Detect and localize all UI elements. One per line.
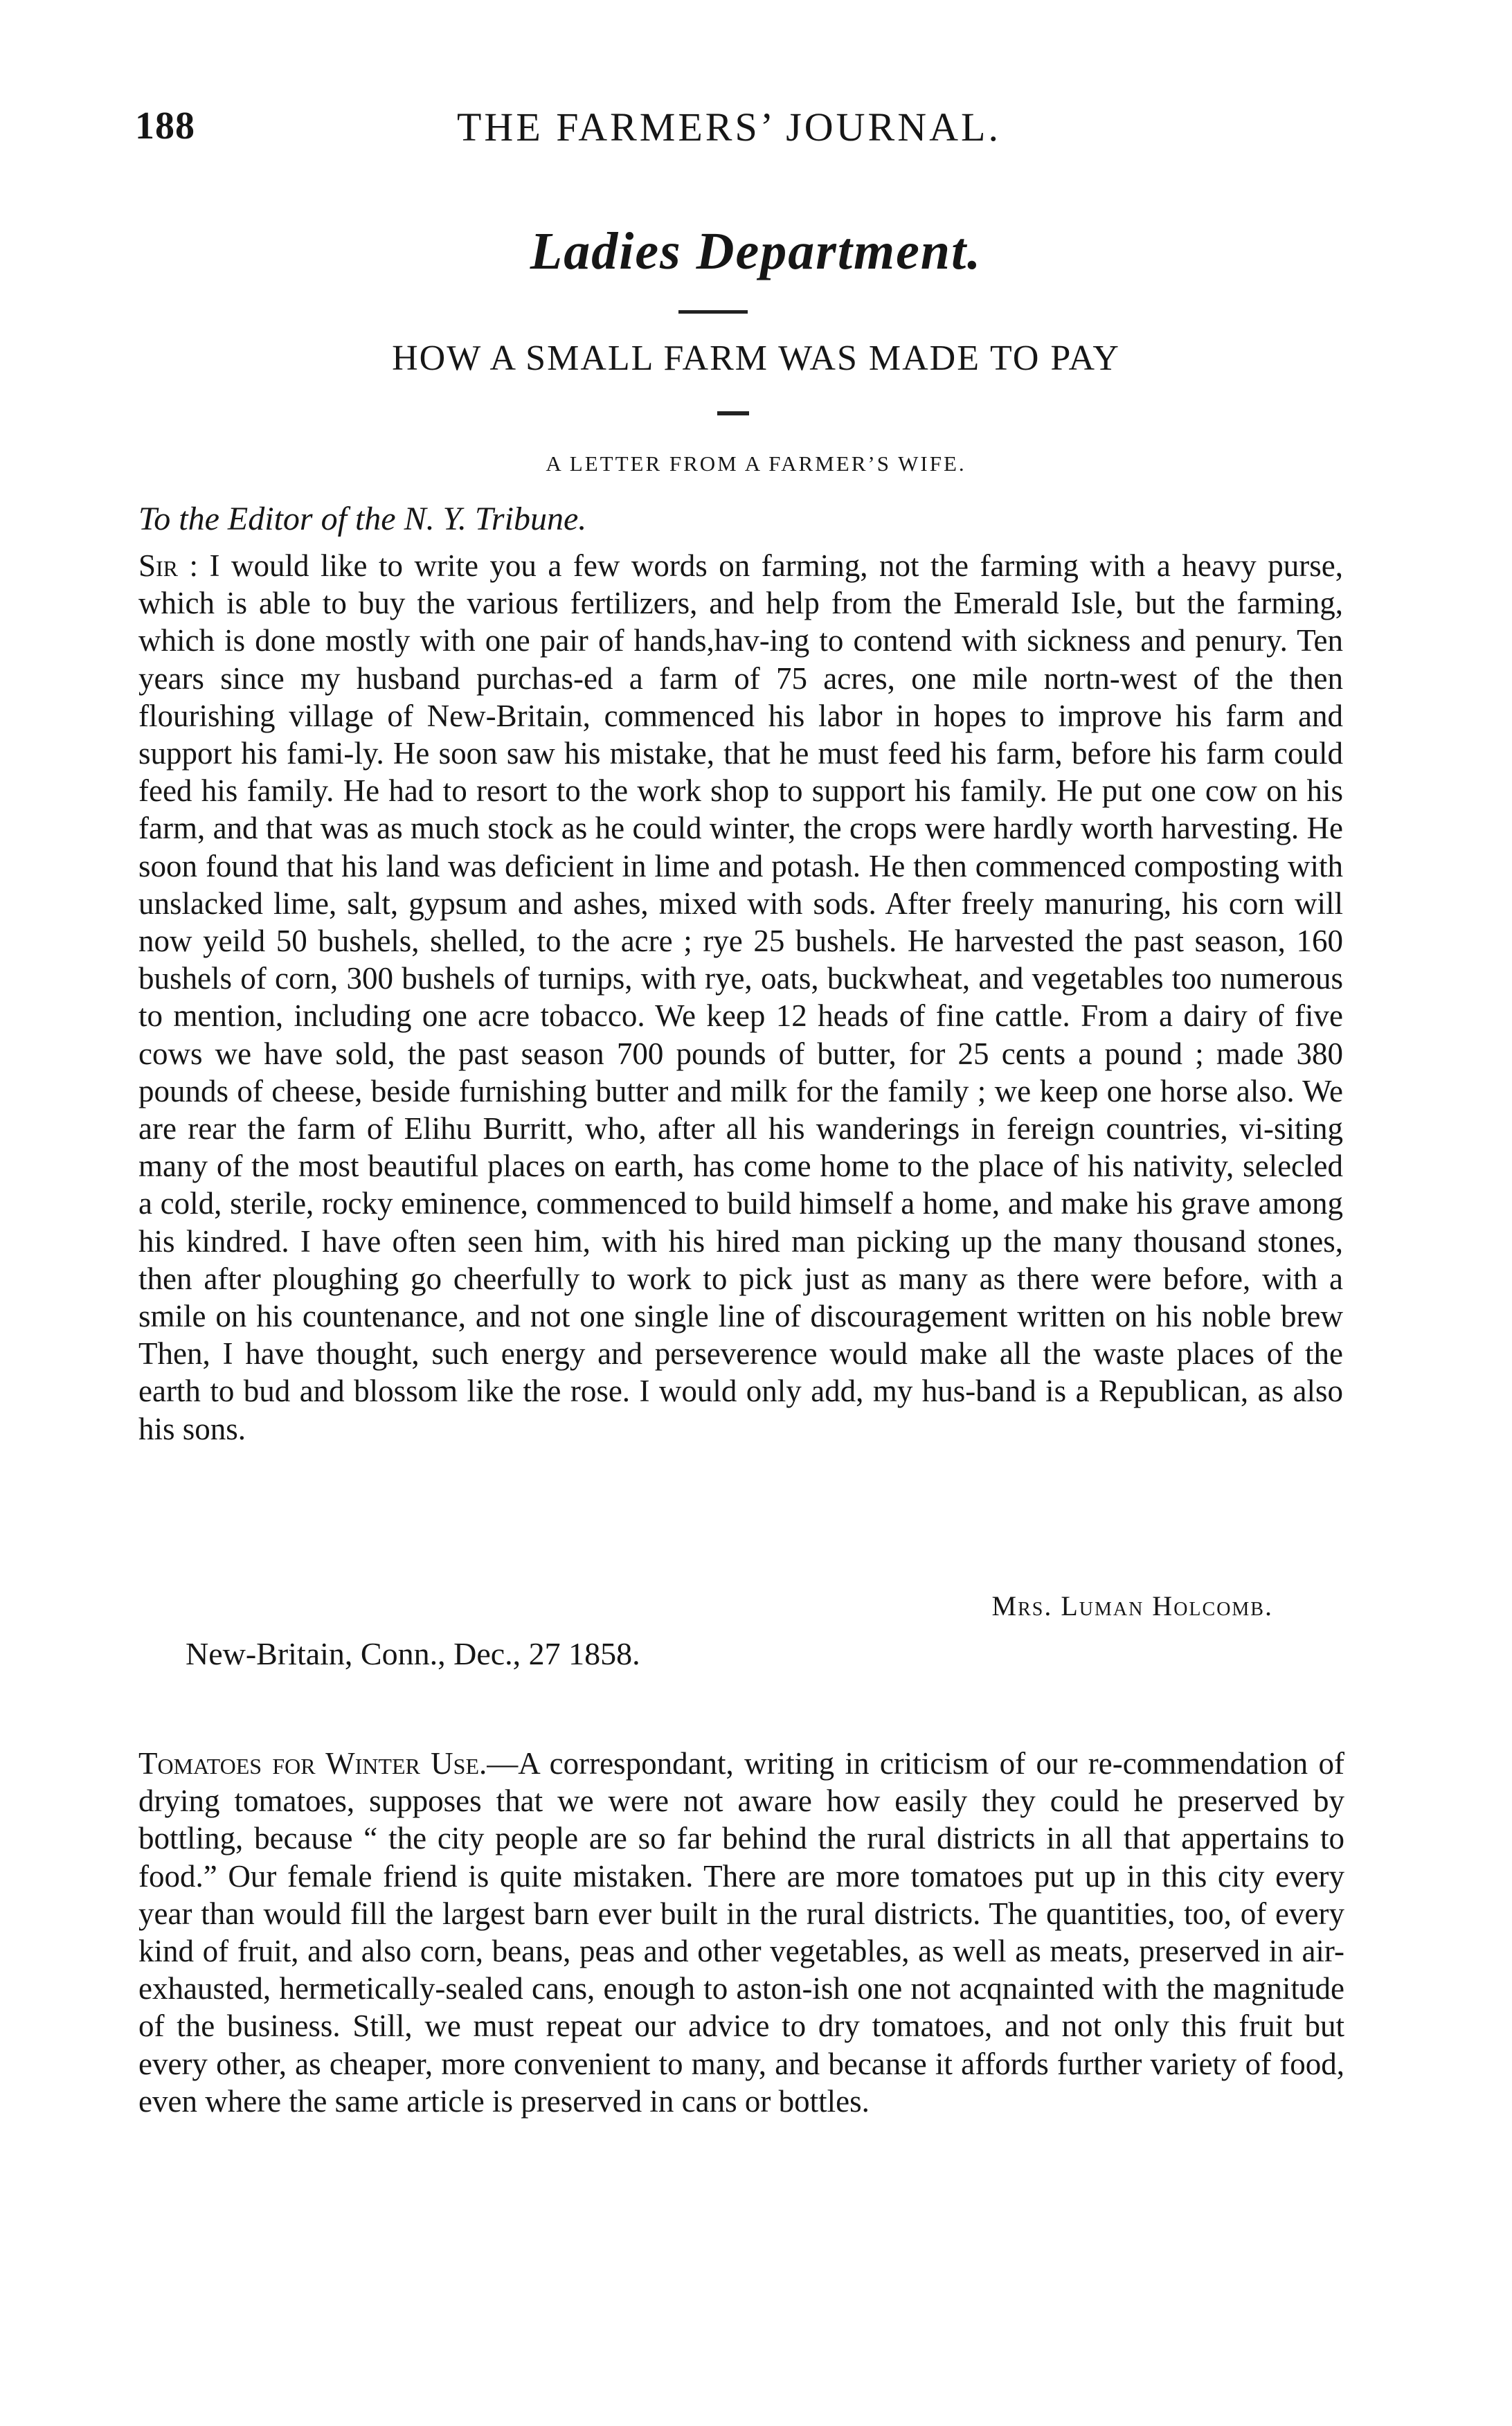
letter-salutation: Sir : xyxy=(138,548,199,583)
page-number: 188 xyxy=(135,105,195,147)
tomatoes-article xyxy=(138,1745,1344,2120)
letter-address: To the Editor of the N. Y. Tribune. xyxy=(138,501,587,537)
letter-text: I would like to write you a few words on farming, not the farming with a heavy purse, which is able to buy the various fertilizers, and help from the Emerald Isle, but the farming, which is done mostly with one pair of hands,hav-ing to contend with sickness and penury. Ten years since my husband purchas-ed a farm of 75 acres, one mile nortn-west of the then flourishing village of New-Britain, commenced his labor in hopes to improve his farm and support his fami-ly. He soon saw his mistake, that he must feed his farm, before his farm could feed his family. He had to resort to the work shop to support his family. He put one cow on his farm, and that was as much stock as he could winter, the crops were hardly worth harvesting. He soon found that his land was deficient in lime and potash. He then commenced composting with unslacked lime, salt, gypsum and ashes, mixed with sods. After freely manuring, his corn will now yeild 50 bushels, shelled, to the acre ; rye 25 bushels. He harvested the past season, 160 bushels of corn, 300 bushels of turnips, with rye, oats, buckwheat, and vegetables too numerous to mention, including one acre tobacco. We keep 12 heads of fine cattle. From a dairy of five cows we have sold, the past season 700 pounds of butter, for 25 cents a pound ; made 380 pounds of cheese, beside furnishing butter and milk for the family ; we keep one horse also. We are rear the farm of Elihu Burritt, who, after all his wanderings in fereign countries, vi-siting many of the most beautiful places on earth, has come home to the place of his nativity, selecled a cold, sterile, rocky eminence, commenced to build himself a home, and make his grave among his kindred. I have often seen him, with his hired man picking up the many thousand stones, then after ploughing go cheerfully to work to pick just as many as there were before, with a smile on his countenance, and not one single line of discouragement written on his noble brew Then, I have thought, such energy and perseverence would make all the waste places of the earth to bud and blossom like the rose. I would only add, my hus-band is a Republican, as also his sons. xyxy=(138,548,1344,1446)
running-title: THE FARMERS’ JOURNAL. xyxy=(457,105,1001,150)
letter-dateline: New-Britain, Conn., Dec., 27 1858. xyxy=(186,1636,640,1671)
letter-headline: HOW A SMALL FARM WAS MADE TO PAY xyxy=(392,339,1120,378)
section-rule xyxy=(678,310,748,314)
letter-body xyxy=(138,547,1343,1448)
letter-subheading: A LETTER FROM A FARMER’S WIFE. xyxy=(546,451,966,476)
headline-dash xyxy=(717,411,749,415)
article-text: —A correspondant, writing in criticism of our re-commendation of drying tomatoes, supposes that we were not aware how easily they could he preserved by bottling, because “ the city people are so far behind the rural districts in all that appertains to food.” Our female friend is quite mistaken. There are more tomatoes put up in this city every year than would fill the largest barn ever built in the rural districts. The quantities, too, of every kind of fruit, and also corn, beans, peas and other vegetables, as well as meats, preserved in air-exhausted, hermetically-sealed cans, enough to aston-ish one not acqnainted with the magnitude of the business. Still, we must repeat our advice to dry tomatoes, and not only this fruit but every other, as cheaper, more convenient to many, and becanse it affords further variety of food, even where the same article is preserved in cans or bottles. xyxy=(138,1746,1344,2119)
department-title: Ladies Department. xyxy=(530,222,982,280)
page-header xyxy=(0,104,1512,159)
letter-signature: Mrs. Luman Holcomb. xyxy=(991,1590,1273,1621)
article-title: Tomatoes for Winter Use. xyxy=(138,1746,487,1781)
